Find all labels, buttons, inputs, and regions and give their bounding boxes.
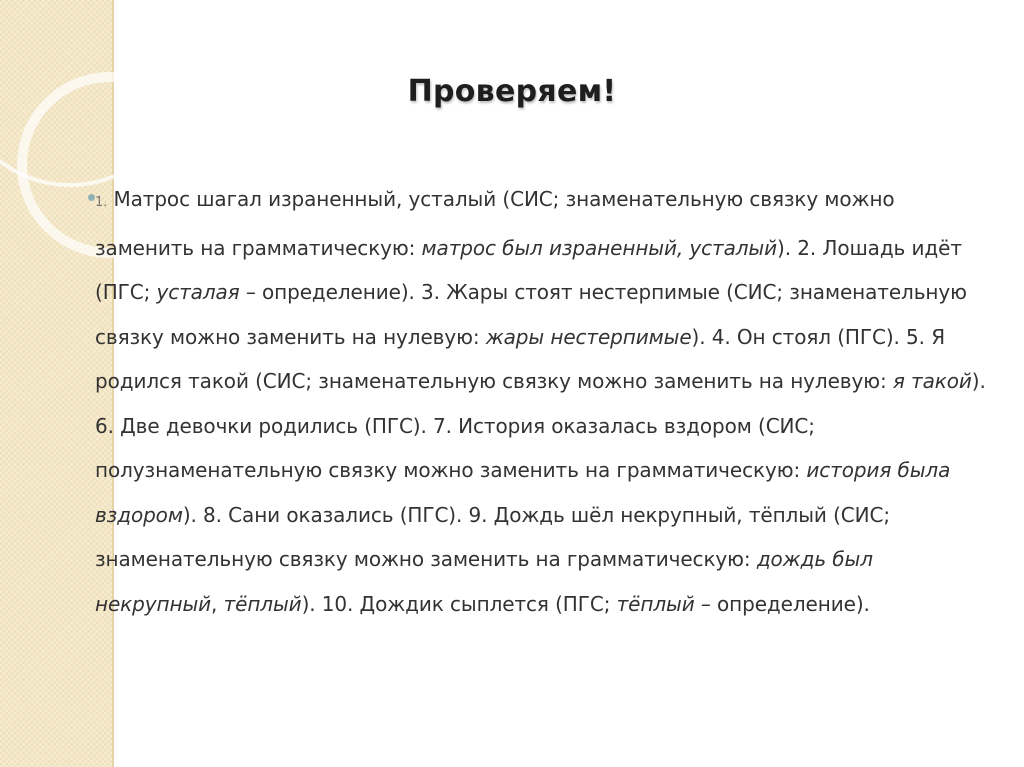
paragraph-text: ,: [211, 591, 224, 616]
example-italic: история была вздором: [95, 458, 951, 527]
example-italic: усталая: [156, 280, 240, 304]
paragraph-text: ). 6. Две девочки родились (ПГС). 7. История оказалась вздором (СИС; полузнаменательную связку можно заменить на грамматическую:: [95, 369, 986, 482]
example-italic: тёплый: [616, 591, 695, 616]
item-number: 1.: [95, 195, 108, 210]
paragraph-text: – определение).: [694, 591, 870, 616]
answer-paragraph: [95, 177, 990, 626]
paragraph-text: ). 10. Дождик сыплется (ПГС;: [301, 591, 617, 616]
paragraph-text: – определение). 3. Жары стоят нестерпимые (СИС; знаменательную связку можно заменить на нулевую:: [95, 280, 967, 349]
paragraph-text: ). 8. Сани оказались (ПГС). 9. Дождь шёл некрупный, тёплый (СИС; знаменательную связку можно заменить на грамматическую:: [95, 502, 891, 571]
paragraph-text: ). 4. Он стоял (ПГС). 5. Я родился такой (СИС; знаменательную связку можно заменить на нулевую:: [95, 324, 945, 393]
example-italic: дождь был некрупный: [95, 547, 873, 616]
paragraph-text: ). 2. Лошадь идёт (ПГС;: [95, 235, 962, 304]
paragraph-text: Матрос шагал израненный, усталый (СИС; знаменательную связку можно заменить на грамматическую:: [95, 187, 895, 260]
example-italic: я такой: [892, 369, 972, 393]
example-italic: матрос был израненный, усталый: [421, 235, 778, 260]
slide-title: Проверяем!: [407, 74, 617, 109]
example-italic: жары нестерпимые: [485, 324, 692, 349]
bullet-marker: [88, 194, 95, 201]
example-italic: тёплый: [223, 591, 302, 616]
